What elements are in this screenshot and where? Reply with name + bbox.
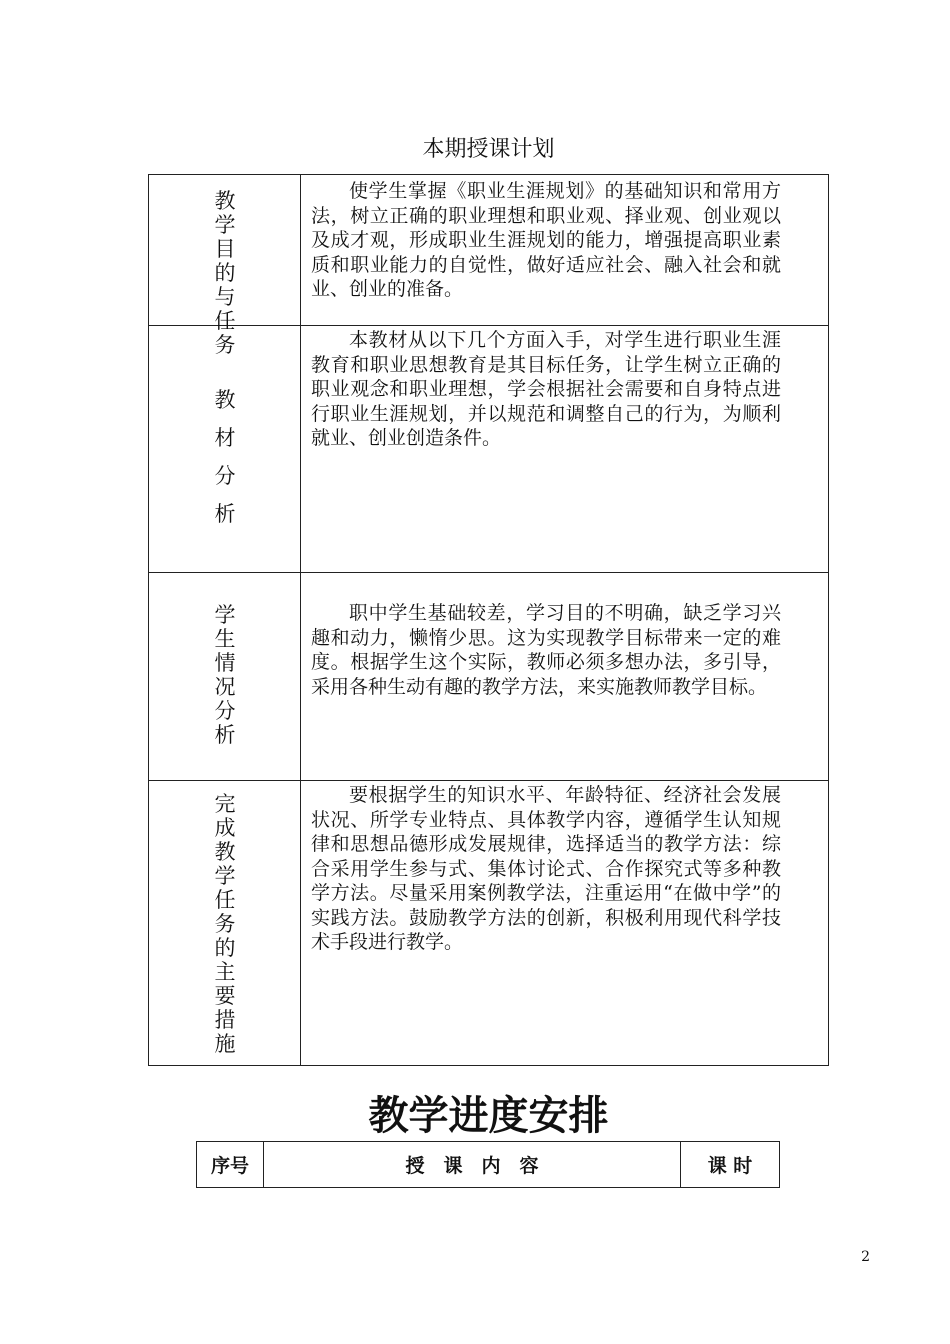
label-char: 的 [214,936,236,960]
label-char: 析 [214,723,236,747]
schedule-table-header [196,1141,780,1188]
row-content-objectives [311,179,781,319]
header-class-hours: 课 时 [680,1142,779,1187]
label-char: 析 [214,502,236,526]
schedule-title: 教学进度安排 [368,1093,609,1139]
label-char: 施 [214,1032,236,1056]
label-char: 任 [214,888,236,912]
label-char: 务 [214,333,236,357]
row-divider [149,780,828,781]
label-char: 况 [214,675,236,699]
label-char: 分 [214,699,236,723]
label-char: 成 [214,816,236,840]
row-divider [149,572,828,573]
label-char: 情 [214,651,236,675]
textbook-analysis-text: 本教材从以下几个方面入手，对学生进行职业生涯教育和职业思想教育是其目标任务，让学生树立正确的职业观念和职业理想，学会根据社会需要和自身特点进行职业生涯规划，并以规范和调整自己的行为，为顺利就业、创业创造条件。 [311,329,781,449]
row-label-main-measures [205,792,245,1056]
main-measures-text: 要根据学生的知识水平、年龄特征、经济社会发展状况、所学专业特点、具体教学内容，遵循学生认知规律和思想品德形成发展规律，选择适当的教学方法：综合采用学生参与式、集体讨论式、合作探究式等多种教学方法。尽量采用案例教学法，注重运用“在做中学”的实践方法。鼓励教学方法的创新，积极利用现代科学技术手段进行教学。 [311,784,781,953]
label-char: 完 [214,792,236,816]
label-char: 主 [214,960,236,984]
label-char: 教 [214,189,236,213]
row-label-objectives [189,189,261,357]
column-divider [300,175,301,1065]
page-number: 2 [861,1249,870,1265]
label-char: 学 [214,213,236,237]
page-title: 本期授课计划 [422,137,555,162]
label-char: 教 [214,388,236,412]
teaching-plan-table [148,174,829,1066]
student-analysis-text: 职中学生基础较差，学习目的不明确，缺乏学习兴趣和动力，懒惰少思。这为实现教学目标带来一定的难度。根据学生这个实际，教师必须多想办法，多引导，采用各种生动有趣的教学方法，来实施教师教学目标。 [311,602,781,698]
row-content-textbook-analysis [311,328,781,568]
row-content-student-analysis [311,601,781,776]
objectives-text: 使学生掌握《职业生涯规划》的基础知识和常用方法，树立正确的职业理想和职业观、择业观、创业观以及成才观，形成职业生涯规划的能力，增强提高职业素质和职业能力的自觉性，做好适应社会、融入社会和就业、创业的准备。 [311,180,781,300]
label-char: 任 [214,309,236,333]
row-content-main-measures [311,783,781,1063]
label-char: 教 [214,840,236,864]
label-char: 生 [214,627,236,651]
row-label-textbook-analysis [205,381,245,533]
row-label-student-analysis [205,603,245,747]
header-lesson-content: 授 课 内 容 [263,1142,680,1187]
label-char: 目 [214,237,236,261]
label-char: 措 [214,1008,236,1032]
header-serial-number: 序号 [210,1155,249,1177]
label-char: 的 [214,261,236,285]
label-char: 材 [214,426,236,450]
label-char: 与 [214,285,236,309]
label-char: 学 [214,603,236,627]
label-char: 务 [214,912,236,936]
label-char: 要 [214,984,236,1008]
label-char: 学 [214,864,236,888]
label-char: 分 [214,464,236,488]
